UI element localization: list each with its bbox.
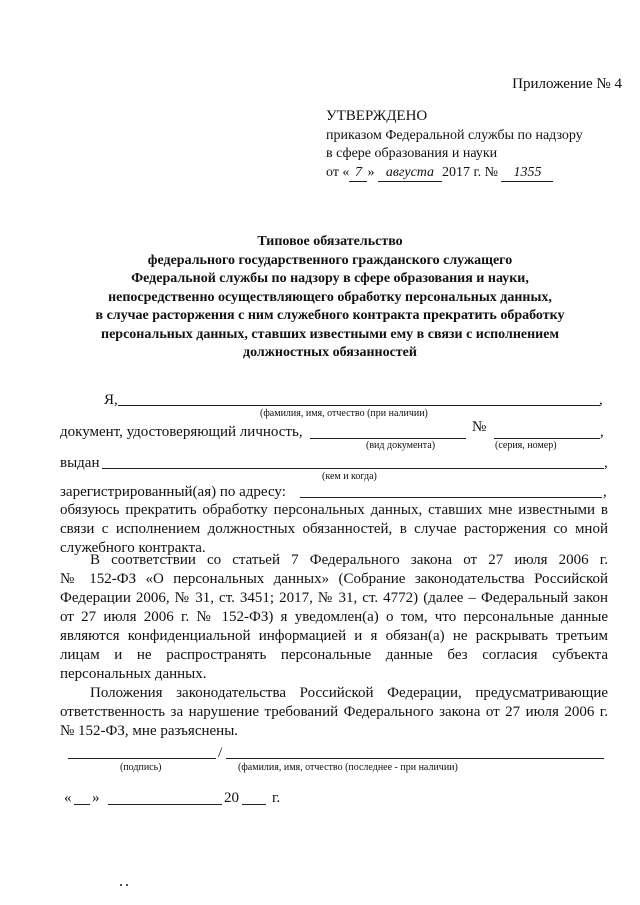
sign-day-field[interactable] [74, 804, 90, 805]
paragraph-line: лицам и не распространять персональные данные без согласия субъекта [60, 647, 608, 663]
doc-comma: , [600, 424, 604, 440]
title-line: персональных данных, ставших известными ему в связи с исполнением [101, 326, 559, 342]
issued-hint: (кем и когда) [322, 471, 377, 482]
address-comma: , [603, 484, 607, 500]
doc-number-sign: № [472, 419, 487, 435]
address-field[interactable] [300, 497, 602, 498]
scan-speck [120, 884, 122, 886]
paragraph-line: служебного контракта. [60, 540, 206, 556]
paragraph-line: обязуюсь прекратить обработку персональных данных, ставших мне известными в [60, 502, 608, 518]
paragraph-obligation [60, 501, 608, 558]
signature-hint: (подпись) [120, 762, 162, 773]
i-label: Я, [104, 392, 118, 408]
doc-type-field[interactable] [310, 438, 466, 439]
title-line: должностных обязанностей [243, 345, 417, 360]
doc-type-hint: (вид документа) [366, 440, 436, 451]
title-line: Федеральной службы по надзору в сфере образования и науки, [131, 271, 529, 286]
order-line-1: приказом Федеральной службы по надзору [326, 128, 583, 143]
paragraph-line: Положения законодательства Российской Федерации, предусматривающие [90, 685, 608, 701]
doc-label: документ, удостоверяющий личность, [60, 424, 303, 440]
date-separator: » [367, 165, 375, 180]
appendix-number: Приложение № 4 [512, 76, 622, 92]
date-month: августа [378, 165, 442, 182]
paragraph-line: № 152-ФЗ, мне разъяснены. [60, 723, 239, 739]
paragraph-line: от 27 июля 2006 г. № 152-ФЗ) я уведомлен(а) о том, что персональные данные [60, 609, 608, 625]
paragraph-line: ответственность за нарушение требований Федерального закона от 27 июля 2006 г. [60, 704, 608, 720]
scan-speck [126, 884, 128, 886]
paragraph-law [60, 551, 608, 684]
signature-name-hint: (фамилия, имя, отчество (последнее - при наличии) [238, 762, 458, 773]
title-line: в случае расторжения с ним служебного контракта прекратить обработку [95, 308, 565, 323]
fio-comma: , [599, 392, 603, 408]
paragraph-line: Федерации 2006, № 31, ст. 3451; 2017, № 31, ст. 4772) (далее – Федеральный закон [60, 590, 608, 606]
approved-stamp: УТВЕРЖДЕНО [326, 108, 428, 124]
signature-slash: / [218, 745, 223, 761]
fio-hint: (фамилия, имя, отчество (при наличии) [260, 408, 428, 419]
issued-field[interactable] [102, 468, 604, 469]
registered-label: зарегистрированный(ая) по адресу: [60, 484, 286, 500]
order-number: 1355 [501, 165, 553, 182]
paragraph-line: № 152-ФЗ «О персональных данных» (Собрание законодательства Российской [60, 571, 608, 587]
year-suffix: г. [272, 790, 281, 806]
paragraph-line: персональных данных. [60, 666, 207, 682]
paragraph-responsibility [60, 684, 608, 741]
paragraph-line: связи с исполнением должностных обязанностей, в случае расторжения со мной [60, 521, 608, 537]
title-line: федерального государственного гражданского служащего [147, 252, 513, 268]
issued-label: выдан [60, 455, 100, 471]
fio-field[interactable] [118, 405, 600, 406]
order-line-2: в сфере образования и науки [326, 146, 498, 161]
order-date-line [326, 165, 553, 182]
date-year: 2017 г. № [441, 165, 498, 180]
issued-comma: , [604, 455, 608, 471]
signature-name-field[interactable] [226, 758, 604, 759]
paragraph-line: В соответствии со статьей 7 Федерального закона от 27 июля 2006 г. [90, 552, 608, 568]
date-open-quote: « [64, 790, 72, 806]
doc-series-field[interactable] [494, 438, 600, 439]
date-prefix: от « [326, 165, 350, 180]
year-prefix: 20 [224, 790, 239, 806]
sign-year-field[interactable] [242, 804, 266, 805]
sign-month-field[interactable] [108, 804, 222, 805]
signature-field[interactable] [68, 758, 216, 759]
doc-series-hint: (серия, номер) [495, 440, 557, 451]
paragraph-line: являются конфиденциальной информацией и я обязан(а) не раскрывать третьим [60, 628, 608, 644]
date-close-quote: » [92, 790, 100, 806]
document-title [60, 233, 600, 363]
title-line: Типовое обязательство [257, 234, 403, 249]
title-line: непосредственно осуществляющего обработку персональных данных, [108, 289, 552, 305]
date-day: 7 [349, 165, 367, 182]
